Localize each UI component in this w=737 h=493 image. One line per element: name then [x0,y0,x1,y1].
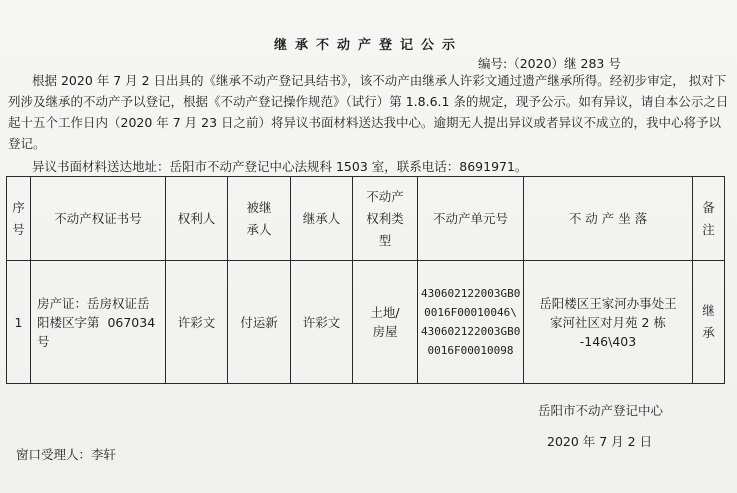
header-cert: 不动产权证书号 [31,177,166,261]
header-remark: 备 注 [693,177,725,261]
header-right-type: 不动产 权利类 型 [353,177,418,261]
header-decedent: 被继 承人 [228,177,291,261]
table-row [7,261,725,384]
window-receiver: 窗口受理人：李轩 [16,447,117,462]
cell-seq: 1 [7,261,31,384]
notice-title: 继承不动产登记公示 [273,38,463,53]
cell-cert: 房产证：岳房权证岳 阳楼区字第 067034 号 [31,261,166,384]
cell-right-type: 土地/ 房屋 [353,261,418,384]
header-unit-no: 不动产单元号 [418,177,524,261]
property-table [6,176,725,384]
cell-heir: 许彩文 [291,261,353,384]
header-seq: 序 号 [7,177,31,261]
header-location: 不 动 产 坐 落 [524,177,693,261]
submit-address: 异议书面材料送达地址：岳阳市不动产登记中心法规科 1503 室，联系电话：8691971。 [32,159,528,174]
cell-remark: 继 承 [693,261,725,384]
cell-holder: 许彩文 [166,261,228,384]
cell-decedent: 付运新 [228,261,291,384]
cell-unit-no: 430602122003GB0 0016F00010046\ 430602122003GB0 0016F00010098 [418,261,524,384]
footer-organization: 岳阳市不动产登记中心 [538,403,664,418]
footer-date: 2020 年 7 月 2 日 [547,434,653,449]
cell-location: 岳阳楼区王家河办事处王 家河社区对月苑 2 栋 -146\403 [524,261,693,384]
header-holder: 权利人 [166,177,228,261]
table-header-row [7,177,725,261]
doc-number: 编号:（2020）继 283 号 [478,56,621,71]
notice-body: 根据 2020 年 7 月 2 日出具的《继承不动产登记具结书》，该不动产由继承人许彩文通过遗产继承所得。经初步审定， 拟对下列涉及继承的不动产予以登记，根据《不动产登记操作规范》（试行）第 1.8.6.1 条的规定，现予公示。如有异议，请自本公示之日起十五个工作日内（2020 年 7 月 23 日之前）将异议书面材料送达我中心。逾期无人提出异议或者异议不成立的，我中心将予以登记。 [8,73,729,151]
header-heir: 继承人 [291,177,353,261]
